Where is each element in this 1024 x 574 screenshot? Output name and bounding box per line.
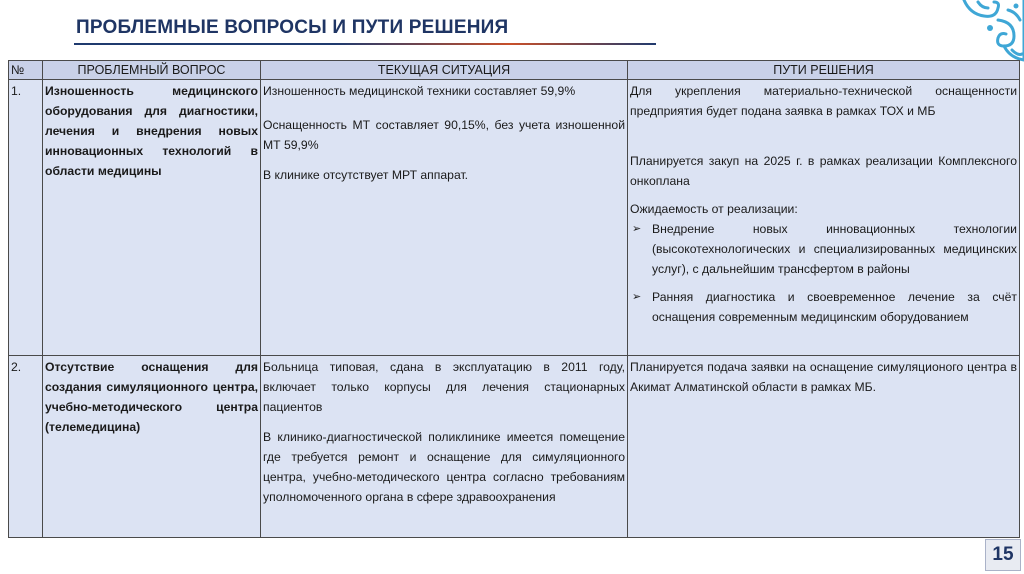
problems-table <box>8 60 1020 538</box>
problem-cell: Изношенность медицинского оборудования для диагностики, лечения и внедрения новых инновационных технологий в области медицины <box>43 80 261 356</box>
kazakh-ornament-icon <box>944 0 1024 62</box>
solution-text: Ожидаемость от реализации: <box>630 202 798 216</box>
table-header-row <box>9 61 1020 80</box>
problem-cell: Отсутствие оснащения для создания симуляционного центра, учебно-методического центра (телемедицина) <box>43 356 261 538</box>
list-item <box>630 219 1017 279</box>
column-header-situation: ТЕКУЩАЯ СИТУАЦИЯ <box>261 61 628 80</box>
situation-cell <box>261 80 628 356</box>
solution-text: Планируется подача заявки на оснащение симуляционого центра в Акимат Алматинской области в рамках МБ. <box>630 360 1017 394</box>
page-title: ПРОБЛЕМНЫЕ ВОПРОСЫ И ПУТИ РЕШЕНИЯ <box>76 17 509 38</box>
situation-text: Изношенность медицинской техники составляет 59,9% <box>263 84 576 98</box>
expectations-list <box>630 219 1017 327</box>
column-header-number: № <box>9 61 43 80</box>
solution-text: Планируется закуп на 2025 г. в рамках реализации Комплексного онкоплана <box>630 154 1017 188</box>
situation-text: Оснащенность МТ составляет 90,15%, без учета изношенной МТ 59,9% <box>263 118 625 152</box>
column-header-problem: ПРОБЛЕМНЫЙ ВОПРОС <box>43 61 261 80</box>
page-number-badge <box>985 539 1021 571</box>
page-number: 15 <box>992 544 1014 565</box>
row-number: 2. <box>9 356 43 538</box>
solutions-cell <box>628 80 1020 356</box>
situation-text: В клинико-диагностической поликлинике имеется помещение где требуется ремонт и оснащение для симуляционного центра, учебно-методического центра согласно требованиям уполномоченного органа в сфере здравоохранения <box>263 430 625 504</box>
list-item-text: Внедрение новых инновационных технологии (высокотехнологических и специализированных медицинских услуг), с дальнейшим трансфертом в районы <box>652 222 1017 276</box>
list-item <box>630 287 1017 327</box>
table-row <box>9 356 1020 538</box>
column-header-solutions: ПУТИ РЕШЕНИЯ <box>628 61 1020 80</box>
list-item-text: Ранняя диагностика и своевременное лечение за счёт оснащения современным медицинским оборудованием <box>652 290 1017 324</box>
arrow-bullet-icon: ➢ <box>632 291 642 303</box>
arrow-bullet-icon: ➢ <box>632 223 642 235</box>
situation-cell <box>261 356 628 538</box>
row-number: 1. <box>9 80 43 356</box>
situation-text: Больница типовая, сдана в эксплуатацию в 2011 году, включает только корпусы для лечения стационарных пациентов <box>263 360 625 414</box>
situation-text: В клинике отсутствует МРТ аппарат. <box>263 168 469 182</box>
title-underline <box>74 43 656 45</box>
solutions-cell <box>628 356 1020 538</box>
solution-text: Для укрепления материально-технической оснащенности предприятия будет подана заявка в рамках ТОХ и МБ <box>630 84 1017 118</box>
table-row <box>9 80 1020 356</box>
